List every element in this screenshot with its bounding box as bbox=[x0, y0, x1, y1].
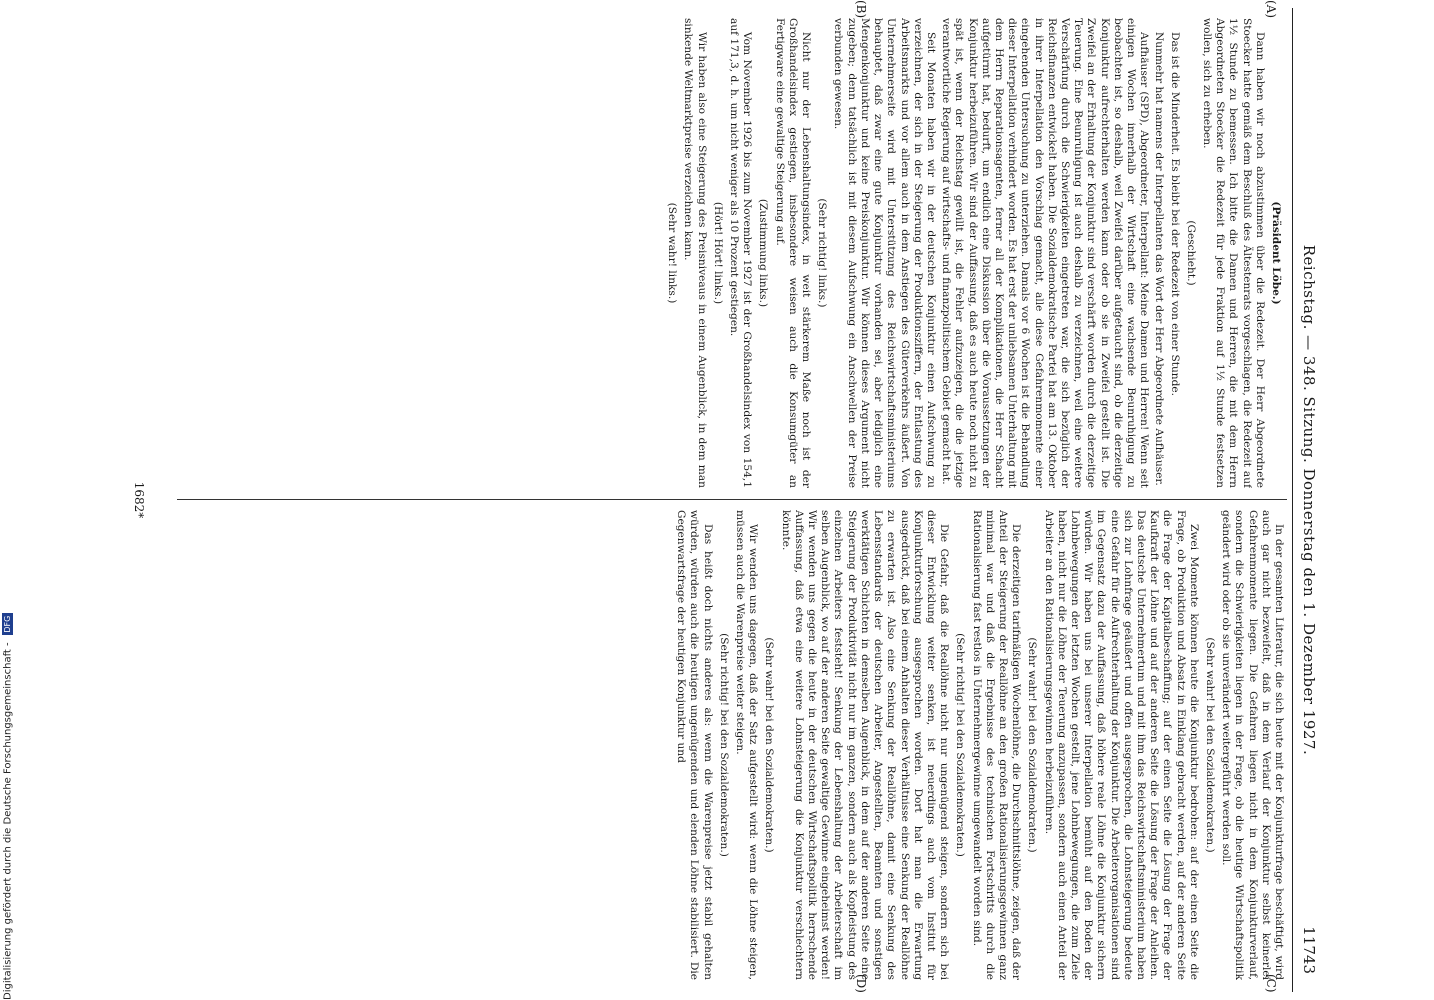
column-divider bbox=[177, 499, 1287, 500]
header-title: Reichstag. — 348. Sitzung. Donnerstag den 1. Dezember 1927. bbox=[1300, 244, 1318, 756]
paragraph: Wir wenden uns dagegen, daß der Satz aufgestellt wird: wenn die Löhne steigen, müssen auch die Warenpreise weiter steigen. bbox=[734, 510, 760, 980]
dfg-logo: DFG bbox=[2, 613, 13, 635]
interjection: (Hört! Hört! links.) bbox=[711, 201, 724, 305]
interjection: (Sehr richtig! links.) bbox=[816, 198, 829, 308]
paragraph: Aufhäuser (SPD), Abgeordneter, Interpellant: Meine Damen und Herren! Wenn seit einigen Wochen innerhalb der Wirtschaft eine wachsende Beunruhigung zu beobachten ist, so deshalb, weil Zweifel darüber aufgetaucht sind, ob die derzeitige Konjunktur aufrechterhalten werden kann oder ob sie in Zweifel gestellt ist. Die Zweifel an der Erhaltung der Konjunktur sind verschärft worden durch die derzeitige Teuerung. Eine Beunruhigung ist auch deshalb zu verzeichnen, weil eine weitere Verschärfung durch die Schwierigkeiten eingetreten war, die sich bezüglich der Reichsfinanzen entwickelt haben. Die Sozialdemokratische Partei hat am 13. Oktober in ihrer Interpellation den Vorschlag gemacht, alle diese Gefahrenmomente einer eingehenden Untersuchung zu unterziehen. Damals vor 6 Wochen ist die Behandlung dieser Interpellation verhindert worden. Es hat erst der unliebsamen Unterhaltung mit dem Herrn Reparationsagenten, ferner all der Komplikationen, die Herr Schacht aufgetürmt hat, bedurft, um endlich eine Diskussion über die Voraussetzungen der Konjunktur herbeizuführen. Wir sind der Auffassung, daß es auch heute noch nicht zu spät ist, wenn der Reichstag gewillt ist, die Fehler aufzuzeigen, die die jetzige verantwortliche Regierung auf wirtschafts- und finanzpolitischem Gebiet gemacht hat. bbox=[940, 18, 1151, 488]
paragraph: Das ist die Minderheit. Es bleibt bei der Redezeit von einer Stunde. bbox=[1168, 32, 1181, 397]
digitization-text: Digitalisierung gefördert durch die Deutsche Forschungsgemeinschaft - bbox=[2, 642, 14, 1000]
printer-signature: 1682* bbox=[132, 481, 146, 519]
margin-marker-d: (D) bbox=[854, 974, 868, 993]
paragraph: Wir haben also eine Steigerung des Preisniveaus in einem Augenblick, in dem man sinkende Weltmarktpreise verzeichnen kann. bbox=[682, 18, 708, 488]
margin-marker-b: (B) bbox=[854, 0, 868, 19]
right-column bbox=[165, 510, 1285, 980]
speaker-heading: (Präsident Löbe.) bbox=[1270, 201, 1282, 305]
paragraph: Zwei Momente können heute die Konjunktur bedrohen: auf der einen Seite die Frage, ob Produktion und Absatz in Einklang gebracht werden, auf der anderen Seite die Frage der Kapitalbeschaffung; auf der einen Seite die Lösung der Frage der Kaufkraft der Löhne und auf der anderen Seite die Lösung der Frage der Anleihen. Das deutsche Unternehmertum und mit ihm das Reichswirtschaftsministerium haben sich zur Lohnfrage geäußert und offen ausgesprochen, die Lohnsteigerung bedeute eine Gefahr für die Aufrechterhaltung der Konjunktur. Die Arbeiterorganisationen sind im Gegensatz dazu der Auffassung, daß höhere reale Löhne die Konjunktur sichern würden. Wir haben uns bei unserer Interpellation bemüht auf den Boden der Lohnbewegungen der letzten Wochen gestellt, jene Lohnbewegungen, die zum Ziele haben, nicht nur die Löhne der Teuerung anzupassen, sondern auch einen Anteil der Arbeiter an den Rationalisierungsgewinnen herbeizuführen. bbox=[1042, 510, 1200, 980]
paragraph: Die derzeitigen tarifmäßigen Wochenlöhne, die Durchschnittslöhne, zeigen, daß der Anteil der Steigerung der Reallöhne an den großen Rationalisierungsgewinnen ganz minimal war und daß die Ergebnisse des technischen Fortschritts durch die Rationalisierung fast restlos in Unternehmergewinne umgewandelt worden sind. bbox=[970, 510, 1023, 980]
interjection: (Geschieht.) bbox=[1184, 220, 1197, 286]
paragraph: Das heißt doch nichts anderes als: wenn die Warenpreise jetzt stabil gehalten würden, würden auch die heutigen ungenügenden und elenden Löhne stabilisiert. Die Gegenwartsfrage der heutigen Konjunktur und bbox=[675, 510, 714, 980]
digitization-notice bbox=[2, 613, 14, 1000]
paragraph: Dann haben wir noch abzustimmen über die Redezeit. Der Herr Abgeordnete Stoecker hatte gemäß dem Beschluß des Ältestenrats vorgeschlagen, die Redezeit auf 1½ Stunde zu bemessen. Ich bitte die Damen und Herren, die mit dem Herrn Abgeordneten Stoecker die Redezeit für jede Fraktion auf 1½ Stunde festsetzen wollen, sich zu erheben. bbox=[1200, 18, 1266, 488]
page-number: 11743 bbox=[1300, 926, 1318, 974]
paragraph: Nunmehr hat namens der Interpellanten das Wort der Herr Abgeordnete Aufhäuser. bbox=[1153, 32, 1166, 486]
interjection: (Sehr richtig! bei den Sozialdemokraten.) bbox=[954, 633, 967, 857]
interjection: (Sehr richtig! bei den Sozialdemokraten.) bbox=[717, 633, 730, 857]
paragraph: Seit Monaten haben wir in der deutschen Konjunktur einen Aufschwung zu verzeichnen, der sich in der Steigerung der Produktionsziffern, der Entlastung des Arbeitsmarkts und vor allem auch in dem Anstiegen des Güterverkehrs äußert. Von Unternehmerseite wird mit Unterstützung des Reichswirtschaftsministeriums behauptet, daß zwar eine gute Konjunktur vorhanden sei, aber lediglich eine Mengenkonjunktur und keine Preiskonjunktur. Wir können dieses Argument nicht zugeben; denn tatsächlich ist mit diesem Aufschwung ein Anschwellen der Preise verbunden gewesen. bbox=[832, 18, 937, 488]
interjection: (Zustimmung links.) bbox=[757, 198, 770, 308]
interjection: (Sehr wahr! bei den Sozialdemokraten.) bbox=[1203, 637, 1216, 853]
interjection: (Sehr wahr! bei den Sozialdemokraten.) bbox=[763, 637, 776, 853]
document-page bbox=[93, 0, 1318, 993]
margin-marker-c: (C) bbox=[1264, 974, 1278, 993]
paragraph: In der gesamten Literatur, die sich heute mit der Konjunkturfrage beschäftigt, wird auch gar nicht bezweifelt, daß in dem Verlauf der Konjunktur selbst keinerlei Gefahrenmomente liegen. Die Gefahren liegen nicht in dem Konjunkturverlauf, sondern die Schwierigkeiten liegen in der Frage, ob die heutige Wirtschaftspolitik geändert wird oder ob sie unverändert weitergeführt werden soll. bbox=[1220, 510, 1285, 980]
paragraph: Nicht nur der Lebenshaltungsindex, in weit stärkerem Maße noch ist der Großhandelsindex gestiegen, insbesondere weisen auch die Konsumgüter an Fertigware eine gewaltige Steigerung auf. bbox=[773, 18, 813, 488]
page-header bbox=[1292, 8, 1317, 992]
left-column bbox=[165, 18, 1285, 488]
interjection: (Sehr wahr! links.) bbox=[666, 202, 679, 304]
paragraph: Vom November 1926 bis zum November 1927 ist der Großhandelsindex von 154,1 auf 171,3, d. h. um nicht weniger als 10 Prozent gestiegen. bbox=[728, 18, 754, 488]
interjection: (Sehr wahr! bei den Sozialdemokraten.) bbox=[1026, 637, 1039, 853]
margin-marker-a: (A) bbox=[1264, 0, 1278, 19]
paragraph: Die Gefahr, daß die Reallöhne nicht nur ungenügend steigen, sondern sich bei dieser Entwicklung weiter senken, ist neuerdings auch vom Institut für Konjunkturforschung ausgesprochen worden. Dort hat man die Erwartung ausgedrückt, daß bei einem Anhalten dieser Verhältnisse eine Senkung der Reallöhne zu erwarten ist. Also eine Senkung der Reallöhne, damit eine Senkung des Lebensstandards der deutschen Arbeiter, Angestellten, Beamten und sonstigen werktätigen Schichten in demselben Augenblick, in dem auf der anderen Seite eine Steigerung der Produktivität nicht nur im ganzen, sondern auch als Kopfleistung des einzelnen Arbeiters feststeht! Senkung der Lebenshaltung der Arbeiterschaft im selben Augenblick, wo auf der anderen Seite gewaltige Gewinne eingeheimst werden! Wir wenden uns gegen die heute in der deutschen Wirtschaftspolitik herrschende Auffassung, daß etwa eine weitere Lohnsteigerung die Konjunktur verschlechtern könnte. bbox=[779, 510, 951, 980]
